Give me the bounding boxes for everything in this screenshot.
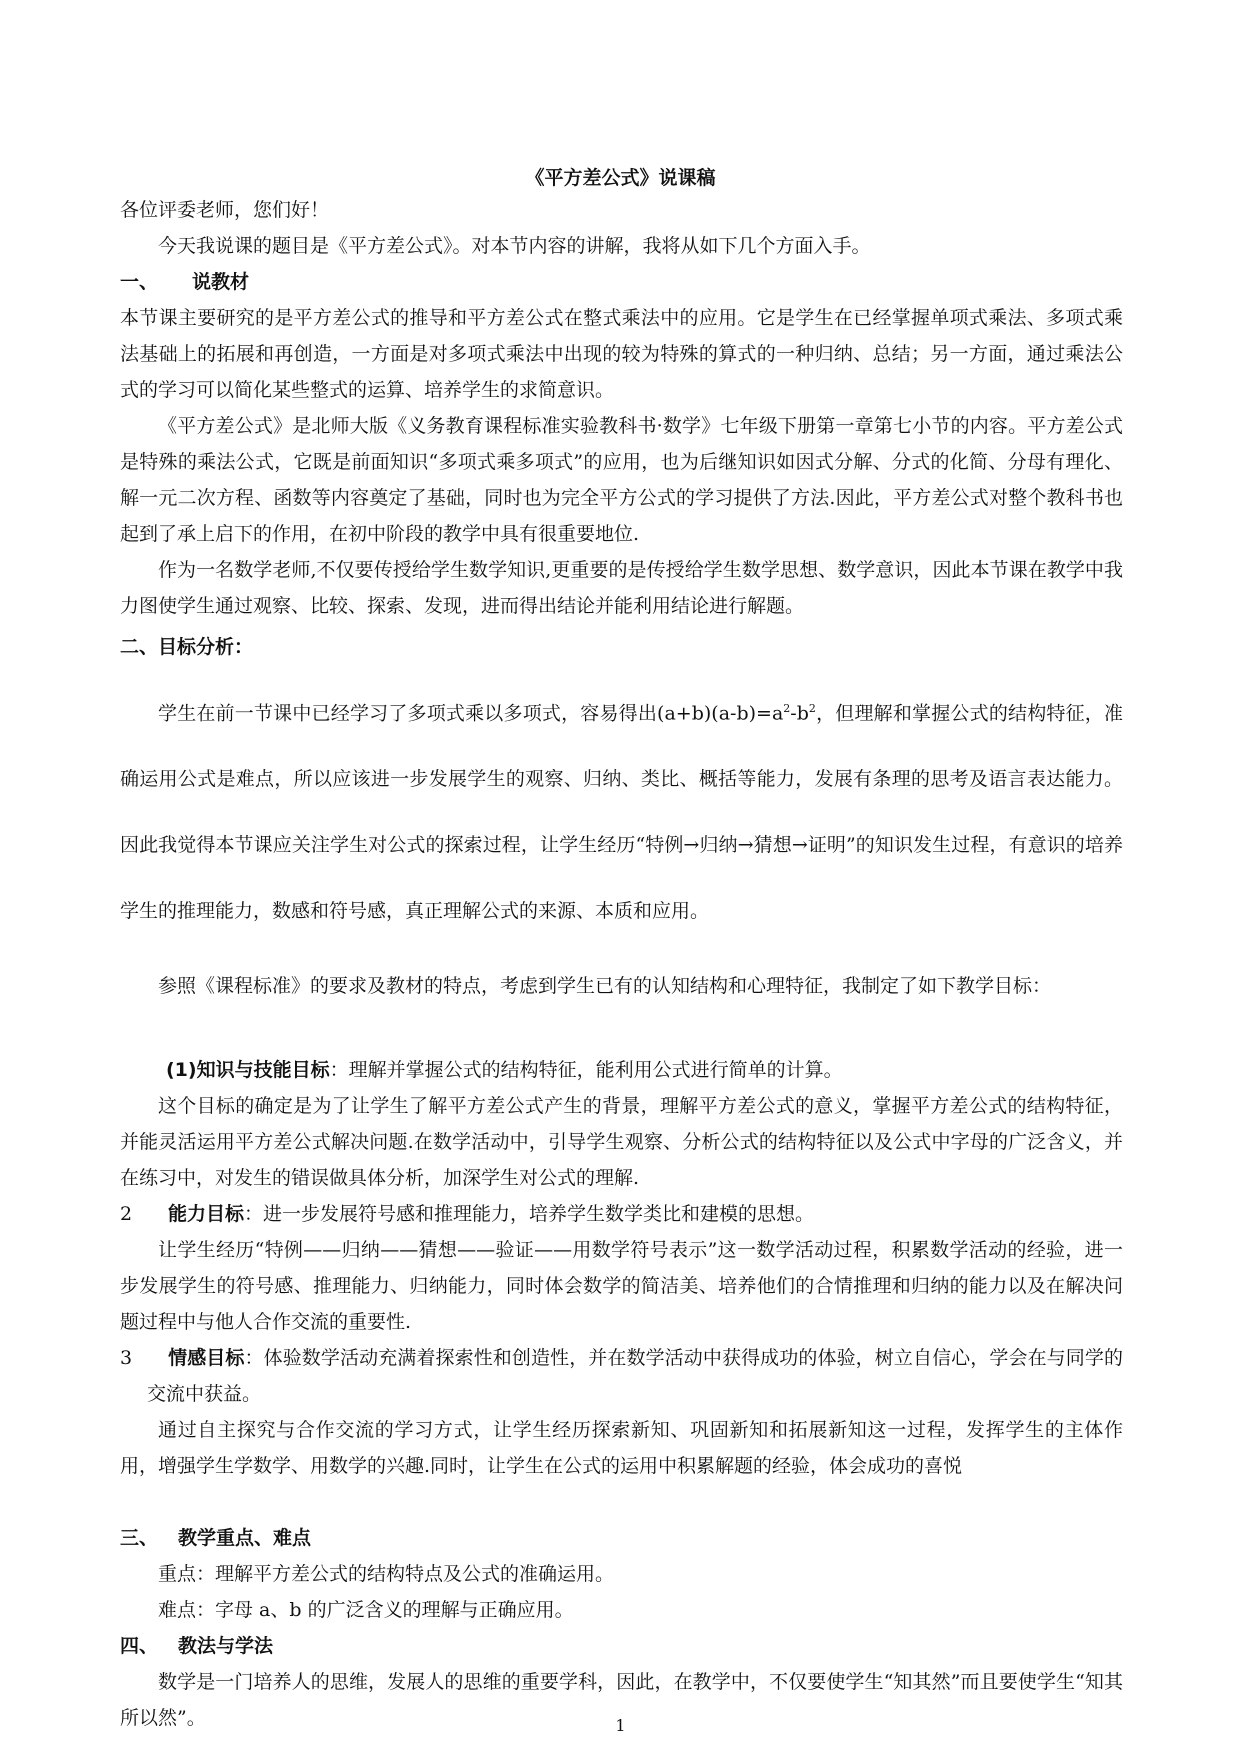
goal-number: 3 — [120, 1347, 133, 1369]
goal-2 — [120, 1196, 1123, 1232]
paragraph: 本节课主要研究的是平方差公式的推导和平方差公式在整式乘法中的应用。它是学生在已经掌握单项式乘法、多项式乘法基础上的拓展和再创造，一方面是对多项式乘法中出现的较为特殊的算式的一种归纳、总结；另一方面，通过乘法公式的学习可以简化某些整式的运算、培养学生的求简意识。 — [120, 307, 1123, 401]
goal-text: ：体验数学活动充满着探索性和创造性，并在数学活动中获得成功的体验，树立自信心，学会在与同学的交流中获益。 — [147, 1347, 1123, 1405]
section-title: 二、目标分析： — [120, 636, 254, 658]
text-run: ，但理解和掌握公式的结构特征，准确运用公式是难点，所以应该进一步发展学生的观察、归纳、类比、概括等能力，发展有条理的思考及语言表达能力。因此我觉得本节课应关注学生对公式的探索过程，让学生经历“特例→归纳→猜想→证明”的知识发生过程，有意识的培养学生的推理能力，数感和符号感，真正理解公式的来源、本质和应用。 — [120, 702, 1123, 923]
key-point: 重点：理解平方差公式的结构特点及公式的准确运用。 — [158, 1563, 615, 1585]
paragraph: 《平方差公式》是北师大版《义务教育课程标准实验教科书·数学》七年级下册第一章第七小节的内容。平方差公式是特殊的乘法公式，它既是前面知识“多项式乘多项式”的应用，也为后继知识如因式分解、分式的化简、分母有理化、解一元二次方程、函数等内容奠定了基础，同时也为完全平方公式的学习提供了方法.因此，平方差公式对整个教科书也起到了承上启下的作用，在初中阶段的教学中具有很重要地位. — [120, 415, 1123, 545]
section-number: 四、 — [120, 1635, 159, 1657]
text-run: -b — [790, 702, 809, 725]
paragraph — [120, 676, 1123, 944]
difficulty: 难点：字母 a、b 的广泛含义的理解与正确应用。 — [158, 1599, 574, 1621]
paragraph: 通过自主探究与合作交流的学习方式，让学生经历探索新知、巩固新知和拓展新知这一过程，发挥学生的主体作用，增强学生学数学、用数学的兴趣.同时，让学生在公式的运用中积累解题的经验，体会成功的喜悦 — [120, 1419, 1123, 1477]
text-run: 学生在前一节课中已经学习了多项式乘以多项式，容易得出(a+b)(a-b)=a — [158, 702, 784, 725]
paragraph: 作为一名数学老师,不仅要传授给学生数学知识,更重要的是传授给学生数学思想、数学意识，因此本节课在教学中我力图使学生通过观察、比较、探索、发现，进而得出结论并能利用结论进行解题。 — [120, 559, 1123, 617]
section-number: 一、 — [120, 271, 159, 293]
goal-number: 2 — [120, 1203, 133, 1225]
section-heading-4 — [120, 1628, 273, 1664]
section-heading-2 — [120, 629, 253, 665]
superscript: 2 — [783, 702, 791, 715]
section-title: 教法与学法 — [178, 1635, 274, 1657]
goal-label: 能力目标 — [168, 1203, 245, 1225]
section-heading-1 — [120, 264, 249, 300]
goal-3 — [120, 1340, 1123, 1412]
goal-label: (1)知识与技能目标 — [166, 1059, 330, 1081]
paragraph: 参照《课程标准》的要求及教材的特点，考虑到学生已有的认知结构和心理特征，我制定了如下教学目标： — [158, 975, 1052, 997]
section-title: 教学重点、难点 — [178, 1527, 312, 1549]
section-number: 三、 — [120, 1527, 159, 1549]
goal-1 — [120, 1052, 1123, 1088]
section-title: 说教材 — [192, 271, 250, 293]
goal-text: ：进一步发展符号感和推理能力，培养学生数学类比和建模的思想。 — [244, 1203, 815, 1225]
section-heading-3 — [120, 1520, 311, 1556]
goal-label: 情感目标 — [168, 1347, 245, 1369]
greeting: 各位评委老师，您们好！ — [120, 199, 330, 221]
intro-paragraph: 今天我说课的题目是《平方差公式》。对本节内容的讲解，我将从如下几个方面入手。 — [158, 235, 871, 257]
page-number: 1 — [615, 1716, 626, 1735]
paragraph: 数学是一门培养人的思维，发展人的思维的重要学科，因此，在教学中，不仅要使学生“知其然”而且要使学生“知其所以然”。 — [120, 1671, 1123, 1729]
document-title: 《平方差公式》说课稿 — [525, 167, 716, 189]
paragraph: 这个目标的确定是为了让学生了解平方差公式产生的背景，理解平方差公式的意义，掌握平方差公式的结构特征，并能灵活运用平方差公式解决问题.在数学活动中，引导学生观察、分析公式的结构特征以及公式中字母的广泛含义，并在练习中，对发生的错误做具体分析，加深学生对公式的理解. — [120, 1095, 1123, 1189]
superscript: 2 — [808, 702, 816, 715]
goal-text: ：理解并掌握公式的结构特征，能利用公式进行简单的计算。 — [329, 1059, 843, 1081]
paragraph: 让学生经历“特例——归纳——猜想——验证——用数学符号表示”这一数学活动过程，积累数学活动的经验，进一步发展学生的符号感、推理能力、归纳能力，同时体会数学的简洁美、培养他们的合情推理和归纳的能力以及在解决问题过程中与他人合作交流的重要性. — [120, 1239, 1123, 1333]
